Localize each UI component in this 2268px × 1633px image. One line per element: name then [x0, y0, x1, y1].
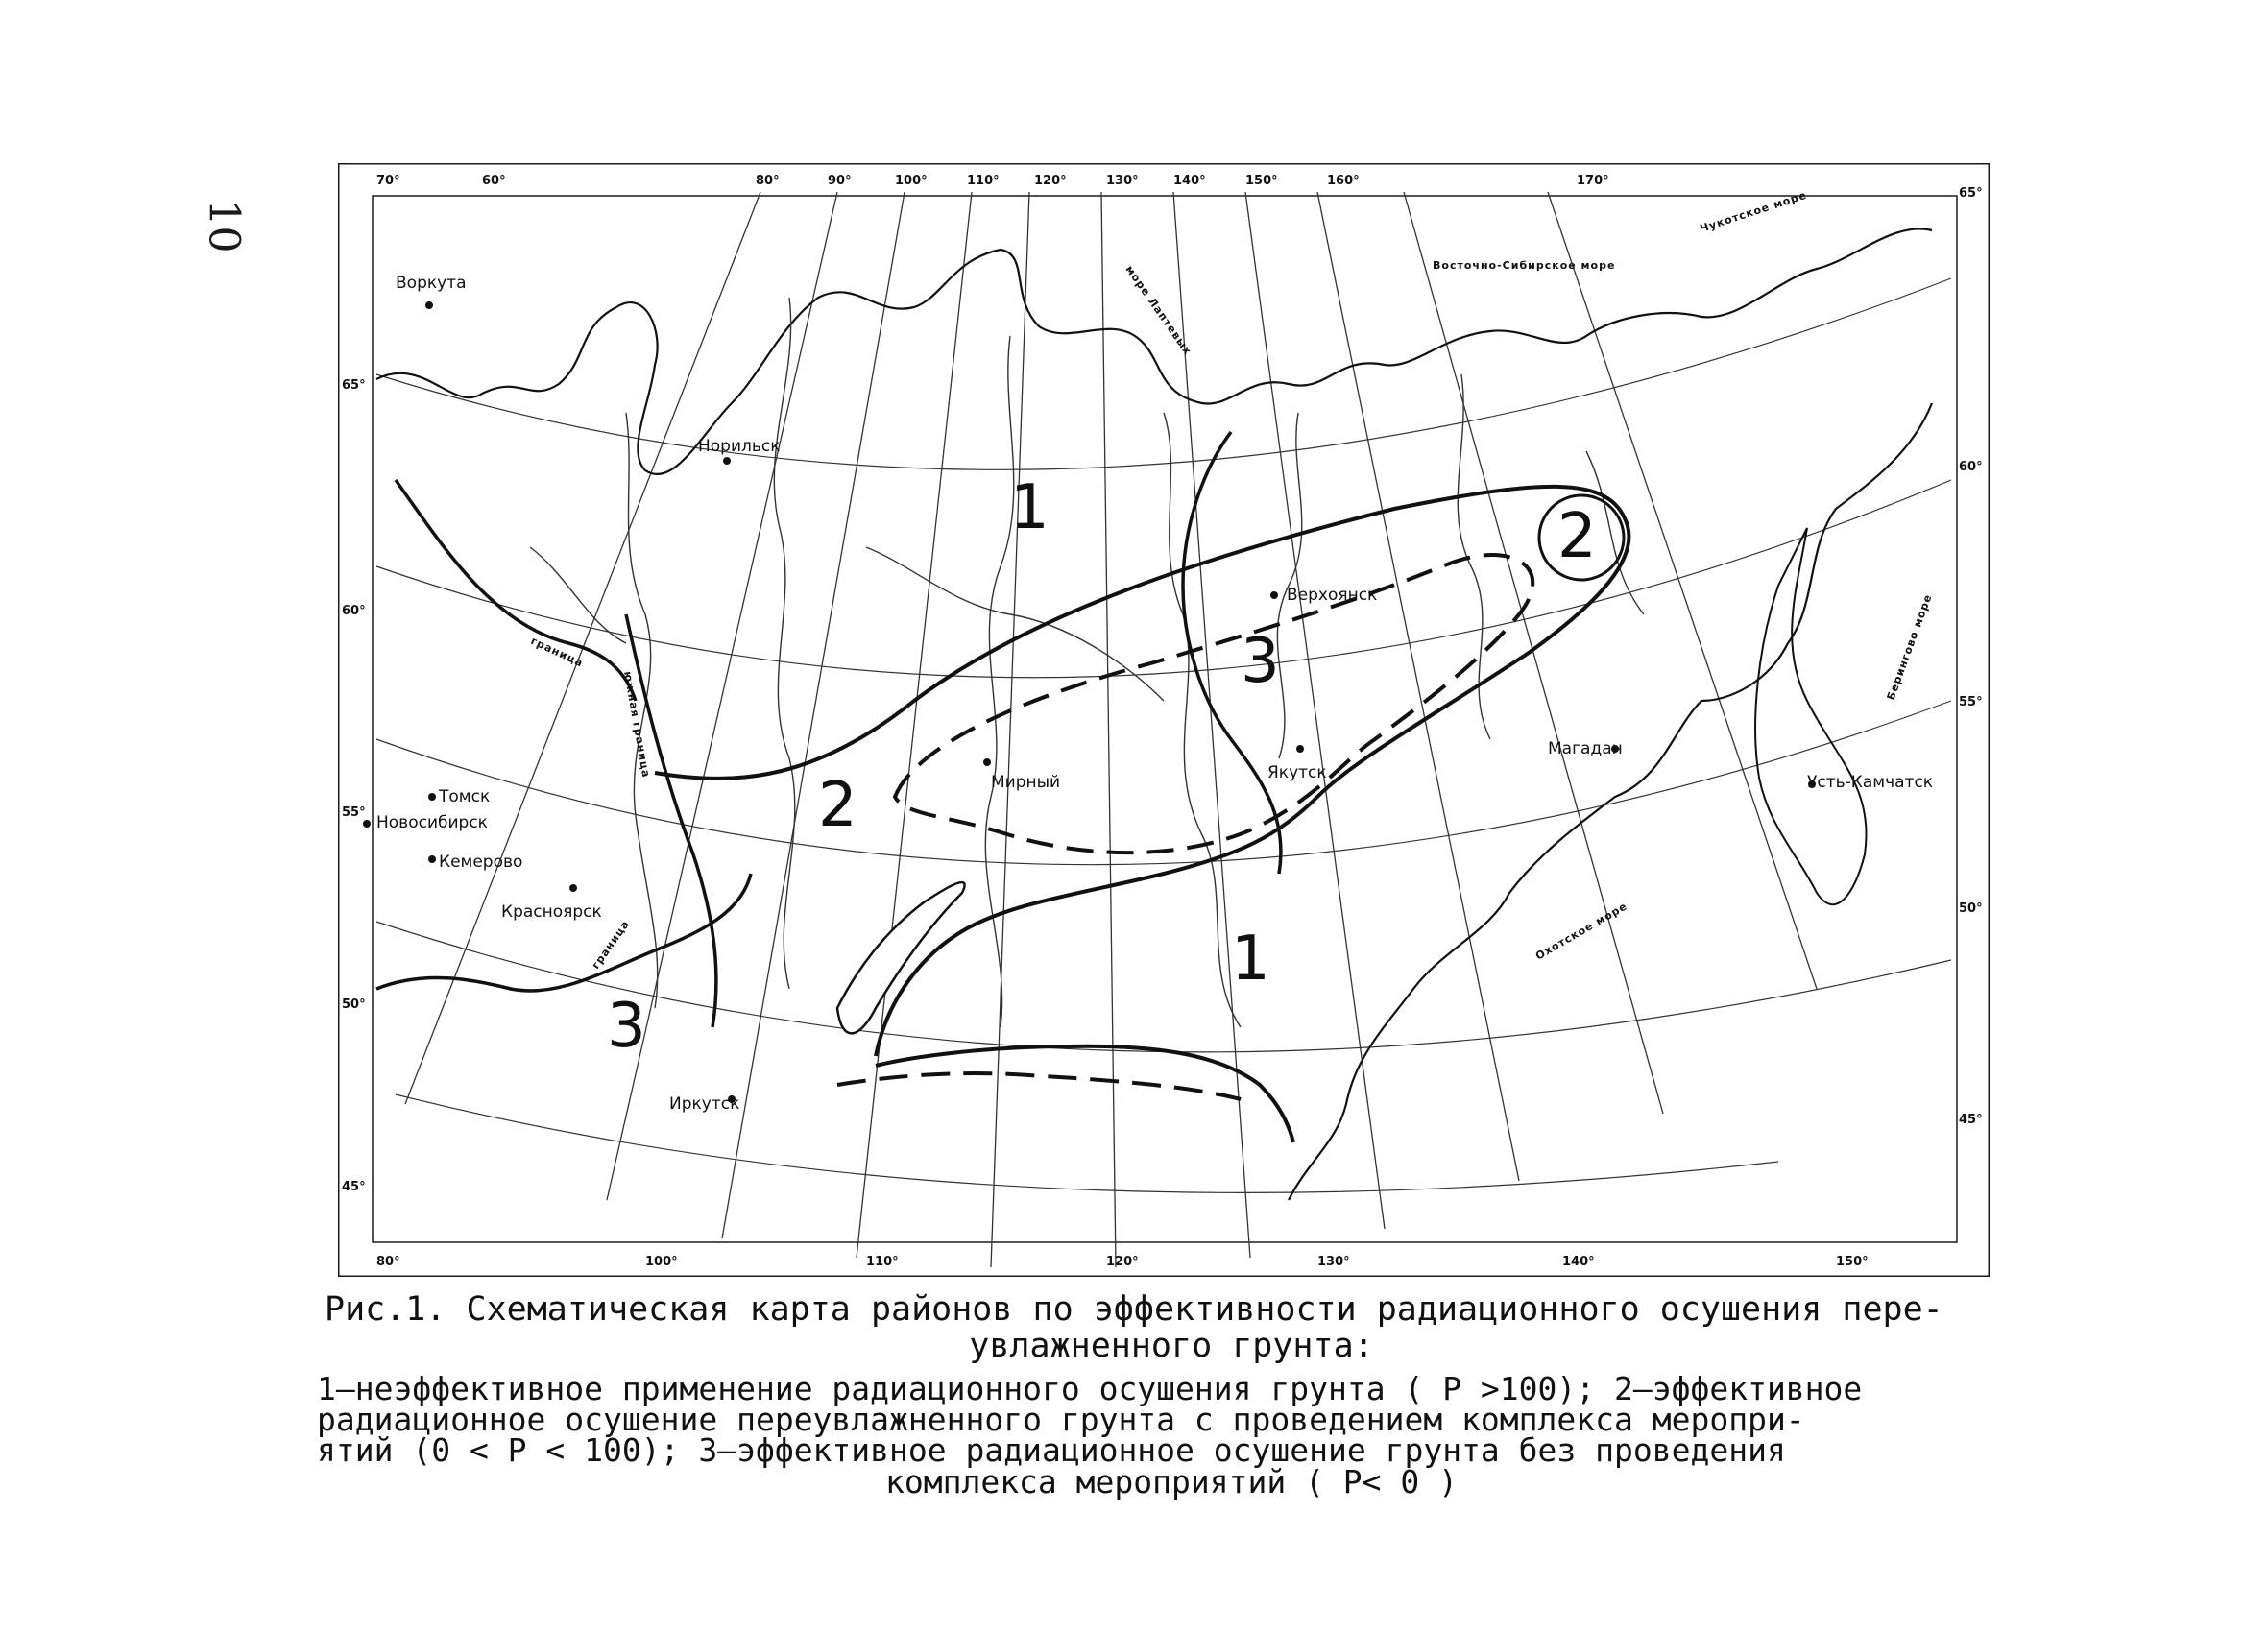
caption-title: Рис.1. Схематическая карта районов по эффективности радиационного осушения пере- — [325, 1290, 1943, 1329]
label-boundary-2: граница — [589, 917, 633, 972]
lat-left-45: 45° — [342, 1180, 366, 1194]
lon-top-130: 130° — [1106, 174, 1139, 188]
lon-top-170: 170° — [1577, 174, 1609, 188]
rivers — [530, 298, 1644, 1027]
zone-label-2-east: 2 — [1557, 501, 1597, 572]
zone-label-1-north: 1 — [1010, 472, 1050, 543]
map-inner-border — [373, 196, 1957, 1242]
sea-okhotsk: Охотское море — [1533, 900, 1630, 963]
schematic-map — [338, 163, 1990, 1277]
city-markers — [363, 301, 1816, 1103]
legend-line-2: радиационное осушение переувлажненного грунта с проведением комплекса меропри- — [317, 1401, 1805, 1438]
city-vorkuta: Воркута — [396, 274, 467, 293]
sea-chukchi: Чукотское море — [1698, 188, 1809, 235]
city-novosibirsk: Новосибирск — [376, 813, 488, 832]
lon-bottom-130: 130° — [1317, 1255, 1350, 1269]
lon-top-100: 100° — [895, 174, 928, 188]
right-latitude-labels — [1959, 186, 1983, 1127]
page-number: 10 — [199, 199, 249, 253]
city-krasnoyarsk: Красноярск — [501, 902, 602, 922]
lon-top-140: 140° — [1173, 174, 1206, 188]
zone-label-3-southwest: 3 — [607, 991, 646, 1062]
zone-boundary-1 — [876, 1046, 1293, 1142]
map-border — [338, 163, 1990, 1277]
lat-left-65: 65° — [342, 378, 366, 393]
city-norilsk: Норильск — [698, 437, 781, 456]
lon-top-90: 90° — [828, 174, 852, 188]
zone-label-2-west: 2 — [818, 770, 857, 841]
caption-title-continued: увлажненного грунта: — [969, 1327, 1374, 1365]
city-mirny: Мирный — [991, 773, 1061, 792]
bottom-longitude-labels — [376, 1255, 1869, 1269]
lon-top-70: 70° — [376, 174, 400, 188]
label-boundary-south: южная граница — [621, 670, 653, 780]
lon-top-120: 120° — [1034, 174, 1067, 188]
city-irkutsk: Иркутск — [669, 1094, 740, 1114]
zone-boundary-west — [376, 874, 751, 991]
lat-left-55: 55° — [342, 805, 366, 820]
lon-top-160: 160° — [1327, 174, 1360, 188]
lat-left-50: 50° — [342, 997, 366, 1012]
sea-east-siberian: Восточно-Сибирское море — [1433, 259, 1616, 272]
legend-line-1: 1–неэффективное применение радиационного осушения грунта ( P >100); 2–эффективное — [317, 1370, 1863, 1407]
city-tomsk: Томск — [439, 787, 491, 806]
sea-bering: Берингово море — [1884, 592, 1935, 703]
lon-bottom-110: 110° — [866, 1255, 899, 1269]
figure-caption — [317, 1291, 2026, 1499]
lon-bottom-120: 120° — [1106, 1255, 1139, 1269]
lat-right-65: 65° — [1959, 186, 1983, 201]
lat-right-45: 45° — [1959, 1113, 1983, 1127]
city-yakutsk: Якутск — [1267, 763, 1327, 782]
lat-right-55: 55° — [1959, 695, 1983, 709]
boundary-graniza — [396, 480, 636, 701]
lon-top-110: 110° — [967, 174, 1000, 188]
boundary-south — [626, 614, 716, 1027]
legend-line-4: комплекса мероприятий ( P< 0 ) — [884, 1463, 1459, 1501]
lon-bottom-140: 140° — [1562, 1255, 1595, 1269]
meridians — [405, 192, 1817, 1267]
lat-right-60: 60° — [1959, 460, 1983, 474]
lon-bottom-80: 80° — [376, 1255, 400, 1269]
city-kemerovo: Кемерово — [439, 853, 523, 872]
lon-top-150: 150° — [1245, 174, 1278, 188]
lon-bottom-150: 150° — [1836, 1255, 1869, 1269]
zone-label-3-center: 3 — [1241, 626, 1280, 697]
lon-top-80: 80° — [756, 174, 780, 188]
label-boundary-1: граница — [528, 634, 586, 670]
lon-bottom-100: 100° — [645, 1255, 678, 1269]
lon-top-60: 60° — [482, 174, 506, 188]
lat-left-60: 60° — [342, 604, 366, 618]
map-svg — [338, 163, 1990, 1277]
legend-line-3: ятий (0 < P < 100); 3–эффективное радиационное осушение грунта без проведения — [317, 1431, 1786, 1469]
zone-boundary-3-dashed — [895, 555, 1532, 853]
lake-baikal — [837, 882, 965, 1033]
arctic-coastline — [376, 228, 1932, 474]
top-longitude-labels — [376, 174, 1609, 188]
zone-boundary-south-dashed — [837, 1073, 1241, 1099]
sea-laptev: море Лаптевых — [1122, 263, 1194, 358]
lat-right-50: 50° — [1959, 901, 1983, 916]
city-ust-kamchatsk: Усть-Камчатск — [1807, 773, 1934, 792]
city-verkhoyansk: Верхоянск — [1287, 586, 1378, 605]
left-latitude-labels — [342, 378, 366, 1194]
zone-label-1-south: 1 — [1231, 924, 1270, 995]
city-magadan: Магадан — [1548, 739, 1623, 758]
zone-boundary-2 — [655, 487, 1629, 1056]
